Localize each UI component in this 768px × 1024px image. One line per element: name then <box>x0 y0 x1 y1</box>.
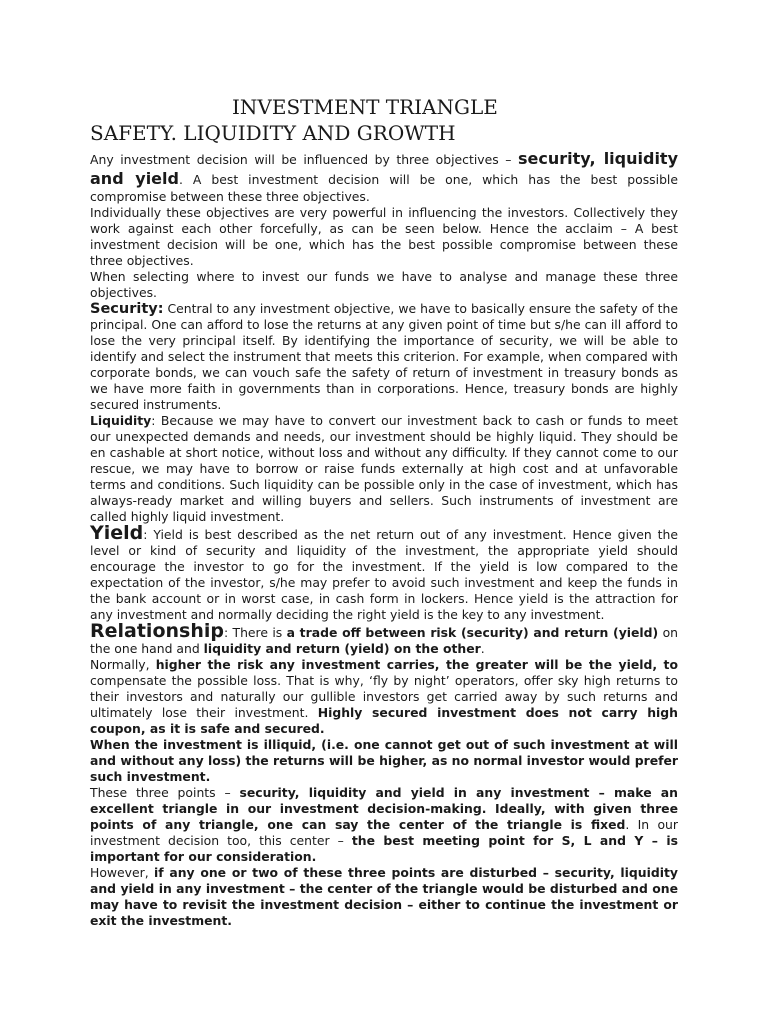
liquidity-body: : Because we may have to convert our investment back to cash or funds to meet our unexpected demands and needs, our investment should be highly liquid. They should be en cashable at short notice, without loss and without any difficulty. If they cannot come to our rescue, we may have to borrow or raise funds externally at high cost and at unfavorable terms and conditions. Such liquidity can be possible only in the case of investment, which has always-ready market and willing buyers and sellers. Such instruments of investment are called highly liquid investment. <box>90 413 678 524</box>
relationship-heading: Relationship <box>90 620 224 642</box>
intro-objectives: security, liquidity and yield <box>90 149 679 188</box>
normally-text-2: compensate the possible loss. That is why, ‘fly by night’ operators, offer sky high returns to their investors and naturally our gullible investors get carried away by such returns and ultimately lose their investment. <box>90 673 678 720</box>
intro-text-2: . A best investment decision will be one, which has the best possible compromise between these three objectives. <box>90 172 678 204</box>
liquidity-paragraph <box>90 413 678 525</box>
yield-heading: Yield <box>90 522 144 544</box>
points-bold-2: the best meeting point for S, L and Y – is important for our consideration. <box>90 833 678 864</box>
relationship-text-3: . <box>480 641 485 656</box>
however-paragraph <box>90 865 678 929</box>
title-line-2: SAFETY. LIQUIDITY AND GROWTH <box>90 121 456 145</box>
normally-text-1: Normally, <box>90 657 156 672</box>
relationship-text-2: on the one hand and <box>90 625 678 656</box>
security-paragraph <box>90 301 678 413</box>
relationship-bold-2: liquidity and return (yield) on the other <box>203 641 481 656</box>
points-paragraph <box>90 785 678 865</box>
intro-paragraph <box>90 149 678 205</box>
relationship-paragraph <box>90 620 678 657</box>
document-page <box>90 94 678 929</box>
objectives-paragraph: Individually these objectives are very powerful in influencing the investors. Collectively they work against each other forcefully, as can be seen below. Hence the acclaim – A best investment decision will be one, which has the best possible compromise between these three objectives. <box>90 205 678 268</box>
however-bold-1: if any one or two of these three points are disturbed – security, liquidity and yield in any investment – the center of the triangle would be disturbed and one may have to revisit the investment decision – either to continue the investment or exit the investment. <box>90 865 678 928</box>
normally-bold-2: Highly secured investment does not carry high coupon, as it is safe and secured. <box>90 705 678 736</box>
points-text-2: . In our investment decision too, this center – <box>90 817 678 848</box>
relationship-bold-1: a trade off between risk (security) and return (yield) <box>286 625 659 640</box>
points-text-1: These three points – <box>90 785 240 800</box>
normally-paragraph <box>90 657 678 737</box>
points-bold-1: security, liquidity and yield in any investment – make an excellent triangle in our investment decision-making. Ideally, with given three points of any triangle, one can say the center of the triangle is fixed <box>90 785 678 832</box>
selecting-paragraph: When selecting where to invest our funds we have to analyse and manage these three objectives. <box>90 269 678 300</box>
title-line-1: INVESTMENT TRIANGLE <box>232 95 498 119</box>
yield-paragraph <box>90 522 678 623</box>
however-text-1: However, <box>90 865 154 880</box>
security-body: Central to any investment objective, we have to basically ensure the safety of the principal. One can afford to lose the returns at any given point of time but s/he can ill afford to lose the very principal itself. By identifying the importance of security, we will be able to identify and select the instrument that meets this criterion. For example, when compared with corporate bonds, we can vouch safe the safety of return of investment in treasury bonds as we have more faith in governments than in corporations. Hence, treasury bonds are highly secured instruments. <box>90 301 678 412</box>
intro-text-1: Any investment decision will be influenced by three objectives – <box>90 152 518 167</box>
yield-body: : Yield is best described as the net return out of any investment. Hence given the level or kind of security and liquidity of the investment, the appropriate yield should encourage the investor to go for the investment. If the yield is low compared to the expectation of the investor, s/he may prefer to avoid such investment and keep the funds in the bank account or in worst case, in cash form in lockers. Hence yield is the attraction for any investment and normally deciding the right yield is the key to any investment. <box>90 527 678 622</box>
liquidity-heading: Liquidity <box>90 413 152 428</box>
illiquid-bold: When the investment is illiquid, (i.e. one cannot get out of such investment at will and without any loss) the returns will be higher, as no normal investor would prefer such investment. <box>90 737 678 784</box>
relationship-text-1: : There is <box>223 625 287 640</box>
normally-bold-1: higher the risk any investment carries, the greater will be the yield, to <box>155 657 678 672</box>
illiquid-paragraph <box>90 737 678 785</box>
security-heading: Security: <box>90 301 164 317</box>
